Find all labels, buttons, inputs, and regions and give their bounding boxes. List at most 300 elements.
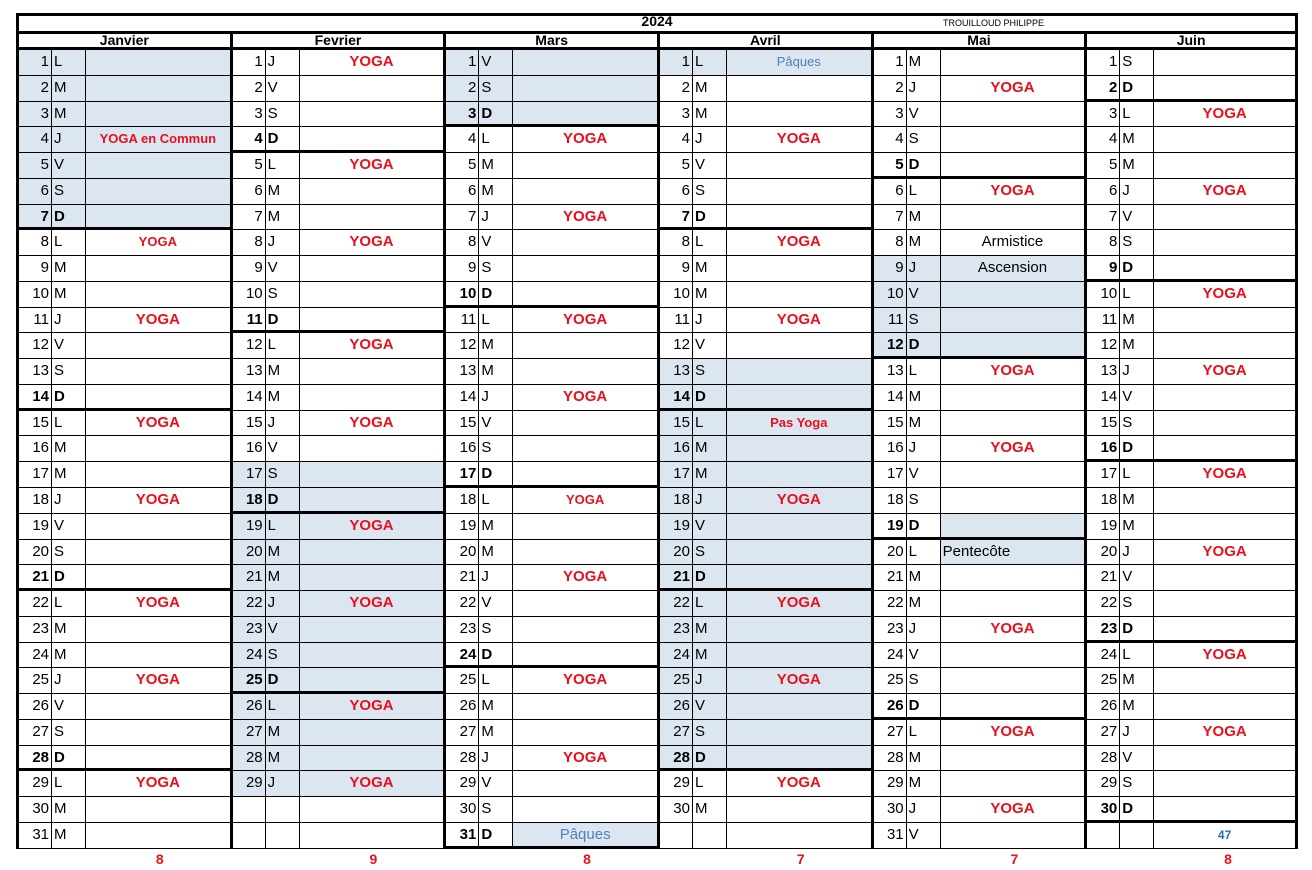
weekday-letter: M	[266, 746, 300, 771]
weekday-letter: M	[1120, 127, 1154, 152]
day-number: 23	[660, 617, 693, 642]
day-note	[86, 179, 230, 204]
day-note	[727, 76, 871, 101]
day-note	[941, 411, 1085, 436]
weekday-letter: M	[1120, 668, 1154, 693]
day-note	[300, 540, 444, 565]
day-row	[19, 720, 230, 746]
day-number: 19	[19, 514, 52, 539]
day-number: 22	[233, 591, 266, 616]
day-note	[300, 256, 444, 281]
day-row	[1087, 823, 1295, 849]
day-row	[233, 127, 444, 153]
month-header: Avril	[660, 31, 871, 50]
day-row	[446, 282, 657, 308]
day-number: 5	[446, 153, 479, 178]
day-row	[233, 565, 444, 591]
day-number: 3	[233, 102, 266, 127]
weekday-letter: V	[1120, 205, 1154, 230]
day-row	[874, 282, 1085, 308]
day-note: YOGA	[1202, 181, 1247, 199]
day-number: 6	[660, 179, 693, 204]
day-note	[941, 102, 1085, 127]
day-row	[233, 643, 444, 669]
day-note	[300, 462, 444, 487]
weekday-letter: L	[52, 50, 86, 75]
day-row	[446, 411, 657, 437]
day-row	[446, 359, 657, 385]
day-note	[727, 694, 871, 719]
day-note	[86, 436, 230, 461]
day-note	[300, 282, 444, 307]
day-note	[86, 720, 230, 745]
day-row	[446, 256, 657, 282]
day-number: 11	[19, 308, 52, 333]
weekday-letter: J	[479, 746, 513, 771]
day-row	[1087, 565, 1295, 591]
day-note: Pâques	[727, 50, 871, 75]
weekday-letter: D	[266, 668, 300, 691]
day-note	[727, 823, 871, 848]
day-row	[19, 205, 230, 231]
day-row	[19, 333, 230, 359]
day-number: 26	[233, 694, 266, 719]
day-number: 21	[1087, 565, 1120, 590]
day-row	[233, 591, 444, 617]
day-number: 4	[874, 127, 907, 152]
weekday-letter: S	[693, 540, 727, 565]
month-header: Janvier	[19, 31, 230, 50]
day-note	[941, 205, 1085, 230]
day-number: 22	[446, 591, 479, 616]
day-number	[660, 823, 693, 848]
weekday-letter: L	[479, 308, 513, 333]
day-number: 6	[874, 179, 907, 204]
day-row	[233, 823, 444, 849]
month-column	[230, 31, 444, 849]
day-number: 1	[446, 50, 479, 75]
day-note: YOGA	[990, 619, 1035, 637]
day-note	[300, 179, 444, 204]
day-number: 28	[874, 746, 907, 771]
day-number: 23	[446, 617, 479, 642]
day-note	[727, 102, 871, 127]
month-total: 7	[1010, 850, 1019, 867]
weekday-letter: D	[266, 488, 300, 511]
day-row	[19, 797, 230, 823]
weekday-letter: S	[693, 720, 727, 745]
day-number: 20	[446, 540, 479, 565]
day-number: 15	[446, 411, 479, 436]
weekday-letter: D	[52, 385, 86, 408]
weekday-letter: M	[907, 746, 941, 771]
year-title: 2024	[641, 13, 673, 29]
day-row	[660, 436, 871, 462]
weekday-letter: V	[693, 514, 727, 539]
day-row	[874, 694, 1085, 720]
day-row	[446, 462, 657, 488]
day-note	[86, 514, 230, 539]
day-number: 2	[660, 76, 693, 101]
weekday-letter: L	[1120, 462, 1154, 487]
day-note	[1154, 153, 1295, 178]
day-row	[446, 771, 657, 797]
day-number: 30	[660, 797, 693, 822]
weekday-letter	[1120, 823, 1154, 848]
day-note: YOGA	[563, 207, 608, 225]
day-number: 28	[1087, 746, 1120, 771]
day-note	[1154, 76, 1295, 99]
weekday-letter: D	[52, 565, 86, 588]
day-number: 2	[874, 76, 907, 101]
day-number: 13	[660, 359, 693, 384]
weekday-letter: M	[693, 102, 727, 127]
day-note	[1154, 205, 1295, 230]
weekday-letter: J	[907, 76, 941, 101]
day-number: 25	[1087, 668, 1120, 693]
day-note	[941, 308, 1085, 333]
day-number: 8	[1087, 230, 1120, 255]
day-row	[19, 514, 230, 540]
day-number: 29	[19, 771, 52, 796]
day-number: 14	[446, 385, 479, 410]
day-number: 30	[446, 797, 479, 822]
weekday-letter: S	[693, 359, 727, 384]
day-note	[1154, 488, 1295, 513]
day-row	[233, 797, 444, 823]
day-number: 26	[874, 694, 907, 717]
weekday-letter: J	[52, 488, 86, 513]
day-number: 4	[233, 127, 266, 150]
day-note: YOGA	[300, 591, 444, 616]
day-row	[19, 153, 230, 179]
weekday-letter: L	[266, 153, 300, 178]
weekday-letter: V	[52, 514, 86, 539]
day-row	[233, 514, 444, 540]
day-row	[874, 591, 1085, 617]
day-row	[874, 205, 1085, 231]
weekday-letter: V	[52, 694, 86, 719]
day-note	[727, 179, 871, 204]
day-number: 9	[660, 256, 693, 281]
day-note: YOGA	[349, 53, 394, 70]
day-number: 20	[1087, 540, 1120, 565]
day-number: 20	[233, 540, 266, 565]
day-number: 31	[874, 823, 907, 848]
day-row	[19, 771, 230, 797]
day-note	[941, 823, 1085, 848]
day-note: YOGA	[349, 336, 394, 354]
month-header: Mai	[874, 31, 1085, 50]
weekday-letter: S	[907, 308, 941, 333]
day-note: YOGA	[1202, 722, 1247, 740]
weekday-letter: S	[266, 282, 300, 307]
day-number: 13	[19, 359, 52, 384]
weekday-letter: S	[479, 617, 513, 642]
weekday-letter: M	[693, 617, 727, 642]
day-note	[941, 591, 1085, 616]
weekday-letter: J	[907, 617, 941, 642]
month-column	[443, 31, 657, 849]
weekday-letter: M	[693, 436, 727, 461]
day-number: 24	[233, 643, 266, 668]
day-row	[874, 565, 1085, 591]
day-note: YOGA	[135, 491, 180, 509]
day-note	[1154, 50, 1295, 75]
weekday-letter: D	[479, 462, 513, 485]
day-row	[660, 797, 871, 823]
day-note	[941, 771, 1085, 796]
day-number	[233, 823, 266, 848]
weekday-letter: M	[266, 205, 300, 230]
day-note	[300, 436, 444, 461]
day-note	[727, 565, 871, 588]
day-row	[19, 462, 230, 488]
day-row	[233, 462, 444, 488]
day-number: 15	[19, 411, 52, 436]
day-row	[233, 50, 444, 76]
day-number: 11	[874, 308, 907, 333]
day-row	[446, 540, 657, 566]
weekday-letter: J	[907, 256, 941, 281]
day-note: YOGA	[990, 722, 1035, 740]
day-note	[86, 694, 230, 719]
day-number: 13	[446, 359, 479, 384]
day-note: YOGA	[1202, 362, 1247, 380]
day-row	[446, 230, 657, 256]
day-number: 27	[446, 720, 479, 745]
day-row	[233, 102, 444, 128]
day-row	[874, 256, 1085, 282]
weekday-letter: M	[907, 385, 941, 410]
day-note	[300, 102, 444, 127]
day-number: 30	[874, 797, 907, 822]
day-note: YOGA	[990, 800, 1035, 818]
day-note	[513, 50, 657, 75]
day-number: 13	[874, 359, 907, 384]
day-number: 6	[446, 179, 479, 204]
day-number: 21	[874, 565, 907, 590]
day-number: 24	[446, 643, 479, 666]
day-number: 25	[874, 668, 907, 693]
day-number: 19	[446, 514, 479, 539]
day-row	[660, 488, 871, 514]
weekday-letter: L	[693, 230, 727, 255]
weekday-letter	[693, 823, 727, 848]
weekday-letter: S	[266, 102, 300, 127]
day-row	[1087, 797, 1295, 823]
day-number: 12	[1087, 333, 1120, 358]
day-row	[19, 385, 230, 411]
weekday-letter: V	[907, 102, 941, 127]
day-row	[19, 230, 230, 256]
day-number: 4	[19, 127, 52, 152]
day-row	[660, 282, 871, 308]
day-number: 7	[1087, 205, 1120, 230]
day-note	[941, 153, 1085, 176]
day-note	[513, 153, 657, 178]
day-note	[727, 643, 871, 668]
day-note	[513, 256, 657, 281]
day-note: YOGA	[990, 439, 1035, 457]
day-row	[660, 617, 871, 643]
day-row	[233, 256, 444, 282]
weekday-letter	[266, 797, 300, 822]
month-total: 7	[796, 850, 805, 867]
day-note	[513, 230, 657, 255]
day-row	[660, 565, 871, 591]
day-number: 5	[233, 153, 266, 178]
day-number: 24	[19, 643, 52, 668]
day-number: 18	[660, 488, 693, 513]
day-note	[300, 617, 444, 642]
day-note	[1154, 514, 1295, 539]
day-row	[446, 643, 657, 669]
day-row	[874, 746, 1085, 772]
weekday-letter: V	[1120, 565, 1154, 590]
weekday-letter: S	[479, 256, 513, 281]
day-row	[874, 76, 1085, 102]
day-note	[1154, 127, 1295, 152]
day-note	[727, 540, 871, 565]
day-note: 47	[1217, 827, 1232, 842]
day-note: YOGA	[563, 130, 608, 148]
weekday-letter: D	[1120, 436, 1154, 459]
day-number: 17	[874, 462, 907, 487]
weekday-letter: M	[907, 50, 941, 75]
day-number: 28	[446, 746, 479, 771]
weekday-letter: S	[1120, 230, 1154, 255]
day-number: 17	[233, 462, 266, 487]
weekday-letter: M	[266, 565, 300, 590]
weekday-letter: L	[479, 127, 513, 152]
day-number: 28	[19, 746, 52, 769]
weekday-letter: V	[479, 591, 513, 616]
day-row	[233, 179, 444, 205]
day-number: 24	[660, 643, 693, 668]
weekday-letter: V	[907, 643, 941, 668]
day-note: YOGA	[135, 594, 180, 612]
day-number: 16	[660, 436, 693, 461]
day-number: 22	[874, 591, 907, 616]
day-number: 14	[660, 385, 693, 408]
day-row	[233, 385, 444, 411]
weekday-letter: D	[693, 746, 727, 769]
day-number: 30	[1087, 797, 1120, 820]
day-number: 6	[1087, 179, 1120, 204]
day-row	[660, 127, 871, 153]
day-note	[1154, 746, 1295, 771]
day-row	[874, 617, 1085, 643]
day-number: 12	[660, 333, 693, 358]
day-row	[1087, 617, 1295, 643]
day-number: 19	[233, 514, 266, 539]
day-row	[446, 746, 657, 772]
day-row	[446, 591, 657, 617]
weekday-letter: D	[479, 823, 513, 846]
day-number: 22	[1087, 591, 1120, 616]
day-note	[300, 643, 444, 668]
day-number: 16	[874, 436, 907, 461]
day-number: 15	[874, 411, 907, 436]
day-note	[513, 591, 657, 616]
weekday-letter: M	[266, 385, 300, 410]
day-row	[874, 540, 1085, 566]
day-number: 12	[446, 333, 479, 358]
day-note: YOGA	[349, 156, 394, 174]
day-row	[874, 333, 1085, 359]
day-number: 31	[19, 823, 52, 848]
day-number: 7	[19, 205, 52, 228]
weekday-letter: J	[693, 308, 727, 333]
weekday-letter: D	[1120, 76, 1154, 99]
day-note	[727, 256, 871, 281]
day-number: 15	[233, 411, 266, 436]
day-row	[446, 565, 657, 591]
weekday-letter: J	[52, 127, 86, 152]
day-number: 12	[19, 333, 52, 358]
weekday-letter: D	[907, 153, 941, 176]
weekday-letter: M	[479, 359, 513, 384]
weekday-letter: S	[907, 488, 941, 513]
day-number: 16	[233, 436, 266, 461]
day-note: YOGA	[135, 671, 180, 689]
weekday-letter: M	[52, 76, 86, 101]
day-row	[233, 540, 444, 566]
day-number: 5	[19, 153, 52, 178]
day-row	[446, 333, 657, 359]
weekday-letter: D	[693, 565, 727, 588]
day-note	[941, 668, 1085, 693]
day-row	[1087, 668, 1295, 694]
weekday-letter: M	[52, 617, 86, 642]
day-note	[941, 643, 1085, 668]
day-note	[727, 436, 871, 461]
title-bar	[16, 13, 1298, 31]
day-note	[86, 823, 230, 848]
weekday-letter: J	[907, 436, 941, 461]
weekday-letter: M	[479, 153, 513, 178]
day-note: YOGA	[563, 310, 608, 328]
day-note	[941, 565, 1085, 590]
weekday-letter: D	[1120, 797, 1154, 820]
day-row	[19, 591, 230, 617]
weekday-letter: M	[693, 462, 727, 487]
weekday-letter: L	[52, 771, 86, 796]
day-note	[513, 720, 657, 745]
day-number: 11	[233, 308, 266, 331]
day-note	[727, 720, 871, 745]
weekday-letter: J	[693, 488, 727, 513]
weekday-letter: V	[693, 153, 727, 178]
day-note	[86, 282, 230, 307]
month-column	[1084, 31, 1298, 849]
weekday-letter: D	[266, 308, 300, 331]
day-number: 26	[19, 694, 52, 719]
weekday-letter: M	[1120, 514, 1154, 539]
day-row	[660, 514, 871, 540]
day-number: 4	[660, 127, 693, 152]
weekday-letter: L	[266, 694, 300, 719]
day-note	[513, 179, 657, 204]
day-number: 3	[19, 102, 52, 127]
weekday-letter: D	[907, 333, 941, 356]
weekday-letter: J	[1120, 359, 1154, 384]
weekday-letter: V	[907, 462, 941, 487]
day-row	[660, 179, 871, 205]
day-row	[1087, 256, 1295, 282]
day-note	[86, 385, 230, 408]
